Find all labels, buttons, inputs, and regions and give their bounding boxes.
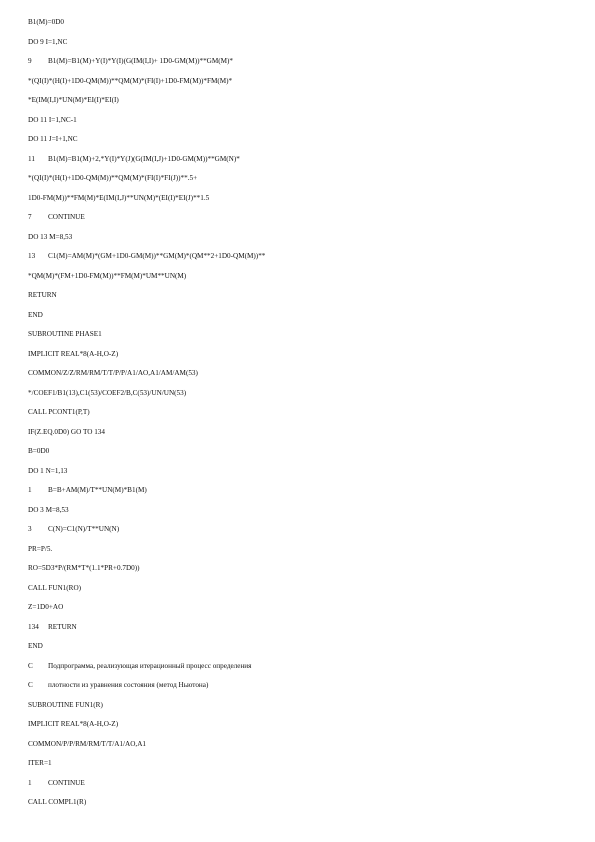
code-line [28, 172, 197, 184]
code-line [28, 660, 251, 672]
code-line [28, 114, 77, 126]
code-line [28, 36, 67, 48]
code-text: COMMON/Z/Z/RM/RM/T/T/P/P/A1/AO,A1/AM/AM(53) [28, 369, 198, 377]
code-line [28, 601, 63, 613]
code-text: DO 9 I=1,NC [28, 37, 68, 46]
code-line [28, 484, 147, 496]
code-text: CALL FUN1(RO) [28, 583, 82, 592]
code-text: *E(IM(I,I)*UN(M)*EI(I)*EI(I) [28, 96, 119, 104]
code-text: DO 1 N=1,13 [28, 466, 68, 475]
code-text: плотности из уравнения состояния (метод Ньютона) [48, 681, 209, 689]
code-line [28, 640, 43, 652]
statement-label: 1 [28, 778, 32, 787]
code-line [28, 289, 57, 301]
code-line [28, 153, 240, 165]
code-line [28, 133, 78, 145]
statement-label: 1 [28, 486, 32, 494]
code-text: ITER=1 [28, 759, 52, 767]
code-text: C1(M)=AM(M)*(GM+1D0-GM(M))**GM(M)*(QM**2+1D0-QM(M))** [48, 252, 266, 260]
code-text: SUBROUTINE FUN1(R) [28, 700, 103, 709]
code-line [28, 250, 265, 262]
code-line [28, 777, 85, 789]
code-line [28, 270, 186, 282]
code-line [28, 718, 118, 730]
code-line [28, 309, 43, 321]
code-text: Подпрограмма, реализующая итерационный процесс определения [48, 661, 252, 670]
code-line [28, 757, 52, 769]
code-line [28, 211, 85, 223]
code-text: IMPLICIT REAL*8(A-H,O-Z) [28, 349, 119, 358]
code-line [28, 523, 119, 535]
code-line [28, 699, 103, 711]
statement-label: C [28, 681, 33, 689]
code-line [28, 367, 198, 379]
code-line [28, 543, 52, 555]
code-text: PR=P/5. [28, 544, 53, 553]
code-line [28, 796, 86, 808]
code-text: CALL PCONT1(P,T) [28, 408, 90, 416]
code-text: B1(M)=B1(M)+2,*Y(I)*Y(J)(G(IM(I,J)+1D0-GM(M))**GM(N)* [48, 154, 240, 163]
statement-label: 3 [28, 525, 32, 533]
code-line [28, 192, 209, 204]
code-text: IF(Z.EQ.0D0) GO TO 134 [28, 427, 105, 436]
code-text: END [28, 642, 43, 650]
statement-label: 11 [28, 154, 35, 163]
statement-label: 13 [28, 252, 36, 260]
code-text: *(QI(I)*(H(I)+1D0-QM(M))**QM(M)*(FI(I)*FI(J))**.5+ [28, 174, 198, 182]
code-text: B1(M)=B1(M)+Y(I)*Y(I)(G(IM(I,I)+ 1D0-GM(M))**GM(M)* [48, 57, 234, 65]
statement-label: 7 [28, 213, 32, 221]
code-text: CONTINUE [48, 778, 85, 787]
statement-label: C [28, 661, 33, 670]
code-text: CONTINUE [48, 213, 85, 221]
code-text: DO 11 J=I+1,NC [28, 135, 78, 143]
code-line [28, 231, 72, 243]
code-text: COMMON/P/P/RM/RM/T/T/A1/AO,A1 [28, 739, 147, 748]
statement-label: 9 [28, 57, 32, 65]
code-line [28, 426, 105, 438]
code-line [28, 406, 90, 418]
code-line [28, 445, 49, 457]
code-text: DO 3 M=8,53 [28, 505, 69, 514]
code-text: B1(M)=0D0 [28, 18, 64, 26]
code-line [28, 621, 77, 633]
code-line [28, 738, 146, 750]
code-text: DO 13 M=8,53 [28, 232, 73, 241]
code-text: */COEF1/B1(13),C1(53)/COEF2/B,C(53)/UN/UN(53) [28, 388, 187, 397]
code-text: B=0D0 [28, 447, 50, 455]
code-line [28, 328, 102, 340]
code-text: *QM(M)*(FM+1D0-FM(M))**FM(M)*UM**UN(M) [28, 271, 187, 280]
statement-label: 134 [28, 622, 39, 631]
code-line [28, 75, 232, 87]
code-text: RETURN [28, 291, 57, 299]
code-text: CALL COMPL1(R) [28, 798, 87, 806]
code-line [28, 465, 67, 477]
code-line [28, 94, 119, 106]
code-text: Z=1D0+AO [28, 603, 64, 611]
code-text: SUBROUTINE PHASE1 [28, 330, 102, 338]
code-line [28, 55, 233, 67]
code-text: END [28, 310, 43, 319]
code-line [28, 387, 186, 399]
code-line [28, 504, 69, 516]
code-line [28, 348, 118, 360]
code-line [28, 679, 208, 691]
code-text: RO=5D3*P/(RM*T*(1.1*PR+0.7D0)) [28, 564, 140, 572]
code-text: DO 11 I=1,NC-1 [28, 115, 77, 124]
code-text: C(N)=C1(N)/T**UN(N) [48, 525, 120, 533]
code-text: RETURN [48, 622, 77, 631]
code-text: 1D0-FM(M))**FM(M)*E(IM(I,J)**UN(M)*(EI(I)*EI(J)**1.5 [28, 193, 210, 202]
code-line [28, 582, 81, 594]
code-line [28, 562, 140, 574]
code-text: IMPLICIT REAL*8(A-H,O-Z) [28, 720, 119, 728]
code-line [28, 16, 64, 28]
code-text: *(QI(I)*(H(I)+1D0-QM(M))**QM(M)*(FI(I)+1D0-FM(M))*FM(M)* [28, 76, 233, 85]
code-text: B=B+AM(M)/T**UN(M)*B1(M) [48, 486, 147, 494]
